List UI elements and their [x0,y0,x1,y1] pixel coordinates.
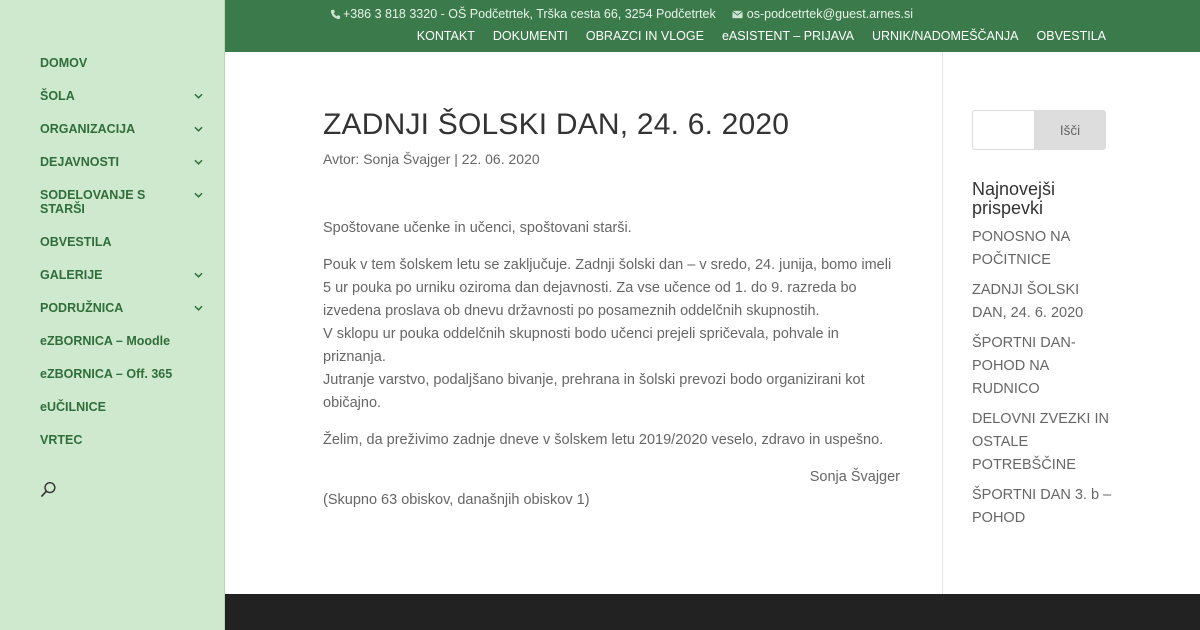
post-content [323,100,903,512]
sidebar-item-label: eUČILNICE [40,400,106,414]
author-link[interactable]: Sonja Švajger [363,151,451,167]
visit-counter: (Skupno 63 obiskov, današnjih obiskov 1) [323,492,590,508]
sidebar-search-input[interactable] [65,485,195,500]
search-button[interactable]: Išči [1034,110,1106,150]
sidebar-item-galerije[interactable] [40,268,210,301]
envelope-icon [732,9,743,20]
recent-post-link[interactable]: ŠPORTNI DAN 3. b – POHOD [972,487,1112,526]
sidebar-item-label: eZBORNICA – Off. 365 [40,367,173,381]
recent-post-link[interactable]: DELOVNI ZVEZKI IN OSTALE POTREBŠČINE [972,411,1109,473]
meta-prefix: Avtor: [323,151,360,167]
sidebar-item-label: DEJAVNOSTI [40,155,119,169]
column-divider [942,52,943,594]
sidebar-item-label: PODRUŽNICA [40,301,124,315]
paragraph-line: V sklopu ur pouka oddelčnih skupnosti bodo učenci prejeli spričevala, pohvale in priznanja. [323,326,839,365]
top-nav-easistent[interactable]: eASISTENT – PRIJAVA [721,29,854,43]
chevron-down-icon[interactable] [192,89,204,103]
top-nav-kontakt[interactable]: KONTAKT [416,29,475,43]
sidebar-item-dejavnosti[interactable] [40,155,210,188]
sidebar-item-label: OBVESTILA [40,235,112,249]
sidebar-item-obvestila[interactable] [40,235,210,268]
sidebar-item-label: eZBORNICA – Moodle [40,334,171,348]
list-item [972,408,1112,477]
sidebar-item-sodelovanje[interactable] [40,188,210,235]
sidebar-item-vrtec[interactable] [40,433,210,466]
paragraph [323,254,903,415]
recent-posts-list [972,226,1112,537]
sidebar-item-label: VRTEC [40,433,83,447]
top-nav-obrazci[interactable]: OBRAZCI IN VLOGE [585,29,704,43]
footer [225,594,1200,630]
phone-icon [330,9,341,20]
signature: Sonja Švajger [809,469,900,485]
sidebar-search [40,482,205,502]
post-title: ZADNJI ŠOLSKI DAN, 24. 6. 2020 [323,108,790,141]
recent-post-link[interactable]: PONOSNO NA POČITNICE [972,229,1070,268]
chevron-down-icon[interactable] [192,188,204,202]
sidebar-item-label: ORGANIZACIJA [40,122,136,136]
sidebar-item-organizacija[interactable] [40,122,210,155]
recent-post-link[interactable]: ŠPORTNI DAN- POHOD NA RUDNICO [972,335,1076,397]
sidebar-item-label: DOMOV [40,56,88,70]
sidebar-item-sola[interactable] [40,89,210,122]
chevron-down-icon[interactable] [192,301,204,315]
paragraph-line: Pouk v tem šolskem letu se zaključuje. Zadnji šolski dan – v sredo, 24. junija, bomo imeli 5 ur pouka po urniku oziroma dan dejavnosti. Za vse učence od 1. do 9. razreda bo izvedena proslava ob dnevu državnosti po posameznih oddelčnih skupnostih. [323,257,892,319]
sidebar-item-eucilnice[interactable] [40,400,210,433]
top-bar [225,0,1200,52]
sidebar-item-podruznica[interactable] [40,301,210,334]
list-item [972,226,1112,272]
wish-text: Želim, da preživimo zadnje dneve v šolskem letu 2019/2020 veselo, zdravo in uspešno. [323,432,884,448]
phone-address: +386 3 818 3320 - OŠ Podčetrtek, Trška cesta 66, 3254 Podčetrtek [342,7,716,21]
list-item [972,484,1112,530]
recent-posts-title: Najnovejši prispevki [972,179,1056,218]
list-item [972,279,1112,325]
recent-post-link[interactable]: ZADNJI ŠOLSKI DAN, 24. 6. 2020 [972,282,1084,321]
sidebar-item-domov[interactable] [40,56,210,89]
right-search [972,110,1106,150]
sidebar-item-label: SODELOVANJE S STARŠI [40,188,146,216]
sidebar-nav [40,56,210,466]
top-nav-dokumenti[interactable]: DOKUMENTI [492,29,568,43]
sidebar-item-label: ŠOLA [40,89,75,103]
sidebar-item-ezbornica-office[interactable] [40,367,210,400]
list-item [972,332,1112,401]
top-nav-urnik[interactable]: URNIK/NADOMEŠČANJA [871,29,1019,43]
sidebar [0,0,225,630]
contact-info [330,7,913,21]
meta-separator: | [454,151,458,167]
greeting: Spoštovane učenke in učenci, spoštovani starši. [323,220,632,236]
sidebar-item-ezbornica-moodle[interactable] [40,334,210,367]
chevron-down-icon[interactable] [192,155,204,169]
post-meta [323,151,903,167]
top-nav [417,29,1106,43]
chevron-down-icon[interactable] [192,268,204,282]
paragraph-line: Jutranje varstvo, podaljšano bivanje, prehrana in šolski prevozi bodo organizirani kot običajno. [323,372,865,411]
search-icon[interactable] [40,481,57,503]
post-body [323,217,903,512]
top-nav-obvestila[interactable]: OBVESTILA [1036,29,1106,43]
email-link[interactable]: os-podcetrtek@guest.arnes.si [746,7,913,21]
chevron-down-icon[interactable] [192,122,204,136]
sidebar-item-label: GALERIJE [40,268,103,282]
post-date: 22. 06. 2020 [461,151,540,167]
right-search-input[interactable] [972,110,1034,150]
